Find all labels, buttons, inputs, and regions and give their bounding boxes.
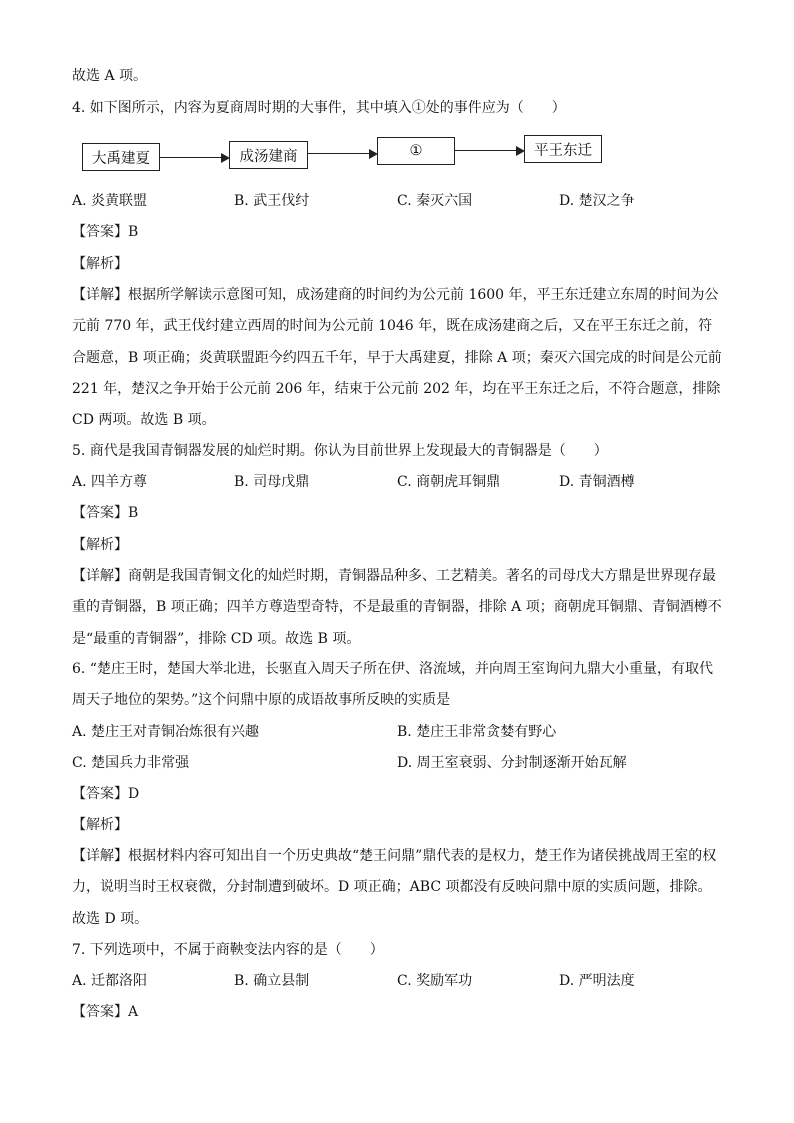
q4-analysis-label: 【解析】 [72, 256, 128, 272]
q7-option-c: C. 奖励军功 [397, 973, 473, 989]
previous-conclusion: 故选 A 项。 [72, 68, 148, 84]
q5-option-a: A. 四羊方尊 [72, 474, 148, 490]
q6-option-a: A. 楚庄王对青铜冶炼很有兴趣 [72, 724, 260, 740]
q5-analysis-label: 【解析】 [72, 537, 128, 553]
q4-option-b: B. 武王伐纣 [234, 193, 310, 209]
q6-detail: 【详解】根据材料内容可知出自一个历史典故“楚王问鼎”鼎代表的是权力，楚王作为诸侯挑战周王室的权力，说明当时王权衰微，分封制遭到破坏。D 项正确；ABC 项都没有反映问鼎中原的实质问题，排除。故选 D 项。 [72, 848, 717, 927]
q5-option-d: D. 青铜酒樽 [559, 474, 635, 490]
q6-analysis-label: 【解析】 [72, 817, 128, 833]
q7-option-d: D. 严明法度 [559, 973, 635, 989]
q5-detail: 【详解】商朝是我国青铜文化的灿烂时期，青铜器品种多、工艺精美。著名的司母戊大方鼎是世界现存最重的青铜器，B 项正确；四羊方尊造型奇特，不是最重的青铜器，排除 A 项；商朝虎耳铜鼎、青铜酒樽不是“最重的青铜器”，排除 CD 项。故选 B 项。 [72, 568, 722, 647]
question-4-stem: 4. 如下图所示，内容为夏商周时期的大事件，其中填入①处的事件应为（ ） [72, 100, 566, 116]
q4-option-a: A. 炎黄联盟 [72, 193, 148, 209]
q5-answer: 【答案】B [72, 505, 139, 521]
q6-option-c: C. 楚国兵力非常强 [72, 755, 190, 771]
q4-answer: 【答案】B [72, 224, 139, 240]
q6-answer: 【答案】D [72, 786, 140, 802]
question-5-stem: 5. 商代是我国青铜器发展的灿烂时期。你认为目前世界上发现最大的青铜器是（ ） [72, 443, 608, 459]
q6-option-d: D. 周王室衰弱、分封制逐渐开始瓦解 [397, 755, 627, 771]
flow-arrow-3 [455, 150, 523, 151]
flow-arrow-2 [308, 153, 376, 154]
q7-answer: 【答案】A [72, 1004, 139, 1020]
q4-option-d: D. 楚汉之争 [559, 193, 635, 209]
q5-option-b: B. 司母戊鼎 [234, 474, 310, 490]
q7-option-b: B. 确立县制 [234, 973, 310, 989]
flow-box-1: 大禹建夏 [82, 143, 160, 171]
question-7-stem: 7. 下列选项中，不属于商鞅变法内容的是（ ） [72, 942, 384, 958]
flow-box-blank: ① [377, 137, 455, 165]
q5-option-c: C. 商朝虎耳铜鼎 [397, 474, 501, 490]
question-6-stem: 6. “楚庄王时，楚国大举北进，长驱直入周天子所在伊、洛流域，并向周王室询问九鼎大小重量，有取代周天子地位的架势。”这个问鼎中原的成语故事所反映的实质是 [72, 661, 713, 709]
q6-option-b: B. 楚庄王非常贪婪有野心 [397, 724, 557, 740]
q7-option-a: A. 迁都洛阳 [72, 973, 148, 989]
flow-box-2: 成汤建商 [229, 141, 308, 169]
q4-detail: 【详解】根据所学解读示意图可知，成汤建商的时间约为公元前 1600 年，平王东迁建立东周的时间为公元前 770 年，武王伐纣建立西周的时间为公元前 1046 年，既在成汤建商之后，又在平王东迁之前，符合题意，B 项正确；炎黄联盟距今约四五千年，早于大禹建夏，排除 A 项；秦灭六国完成的时间是公元前 221 年，楚汉之争开始于公元前 206 年，结束于公元前 202 年，均在平王东迁之后，不符合题意，排除 CD 两项。故选 B 项。 [72, 287, 722, 429]
q4-option-c: C. 秦灭六国 [397, 193, 473, 209]
flow-box-4: 平王东迁 [524, 135, 602, 163]
flow-arrow-1 [160, 157, 228, 158]
